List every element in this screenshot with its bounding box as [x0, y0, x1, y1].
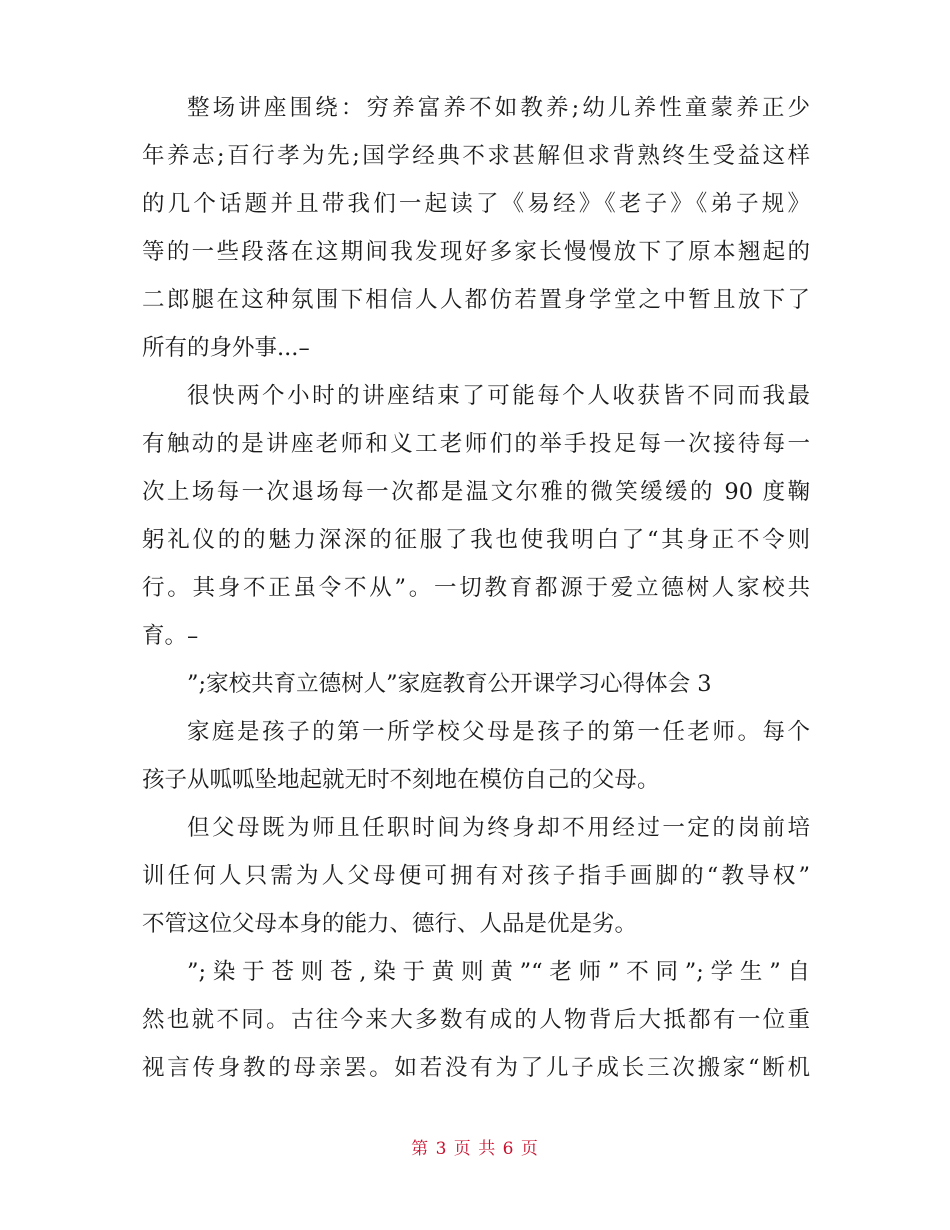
page-number-footer: 第 3 页 共 6 页 — [411, 1139, 539, 1159]
text-line: ”;染于苍则苍,染于黄则黄”“老师”不同”;学生”自 — [187, 959, 810, 985]
text-line: 所有的身外事...– — [142, 335, 310, 361]
text-line: 视言传身教的母亲罢。如若没有为了儿子成长三次搬家“断机 — [142, 1055, 810, 1081]
text-line: 行。其身不正虽令不从”。一切教育都源于爱立德树人家校共 — [142, 575, 810, 601]
text-line: 孩子从呱呱坠地起就无时不刻地在模仿自己的父母。 — [142, 767, 660, 793]
text-line: 然也就不同。古往今来大多数有成的人物背后大抵都有一位重 — [142, 1007, 810, 1033]
section-heading: ”;家校共育立德树人”家庭教育公开课学习心得体会 3 — [187, 671, 712, 697]
text-line: 有触动的是讲座老师和义工老师们的举手投足每一次接待每一 — [142, 431, 810, 457]
text-line: 家庭是孩子的第一所学校父母是孩子的第一任老师。每个 — [187, 719, 810, 745]
text-line: 等的一些段落在这期间我发现好多家长慢慢放下了原本翘起的 — [142, 239, 810, 265]
text-line: 不管这位父母本身的能力、德行、人品是优是劣。 — [142, 911, 638, 937]
text-line: 年养志;百行孝为先;国学经典不求甚解但求背熟终生受益这样 — [142, 143, 810, 169]
text-line: 整场讲座围绕：穷养富养不如教养;幼儿养性童蒙养正少 — [187, 95, 810, 121]
text-line: 躬礼仪的的魅力深深的征服了我也使我明白了“其身正不令则 — [142, 527, 810, 553]
text-line: 的几个话题并且带我们一起读了《易经》《老子》《弟子规》 — [142, 191, 810, 217]
text-line: 但父母既为师且任职时间为终身却不用经过一定的岗前培 — [187, 815, 810, 841]
text-line: 次上场每一次退场每一次都是温文尔雅的微笑缓缓的 90 度鞠 — [142, 479, 810, 505]
document-body — [142, 84, 810, 1092]
text-line: 育。– — [142, 623, 199, 649]
text-line: 很快两个小时的讲座结束了可能每个人收获皆不同而我最 — [187, 383, 810, 409]
text-line: 二郎腿在这种氛围下相信人人都仿若置身学堂之中暂且放下了 — [142, 287, 810, 313]
text-line: 训任何人只需为人父母便可拥有对孩子指手画脚的“教导权” — [142, 863, 810, 889]
